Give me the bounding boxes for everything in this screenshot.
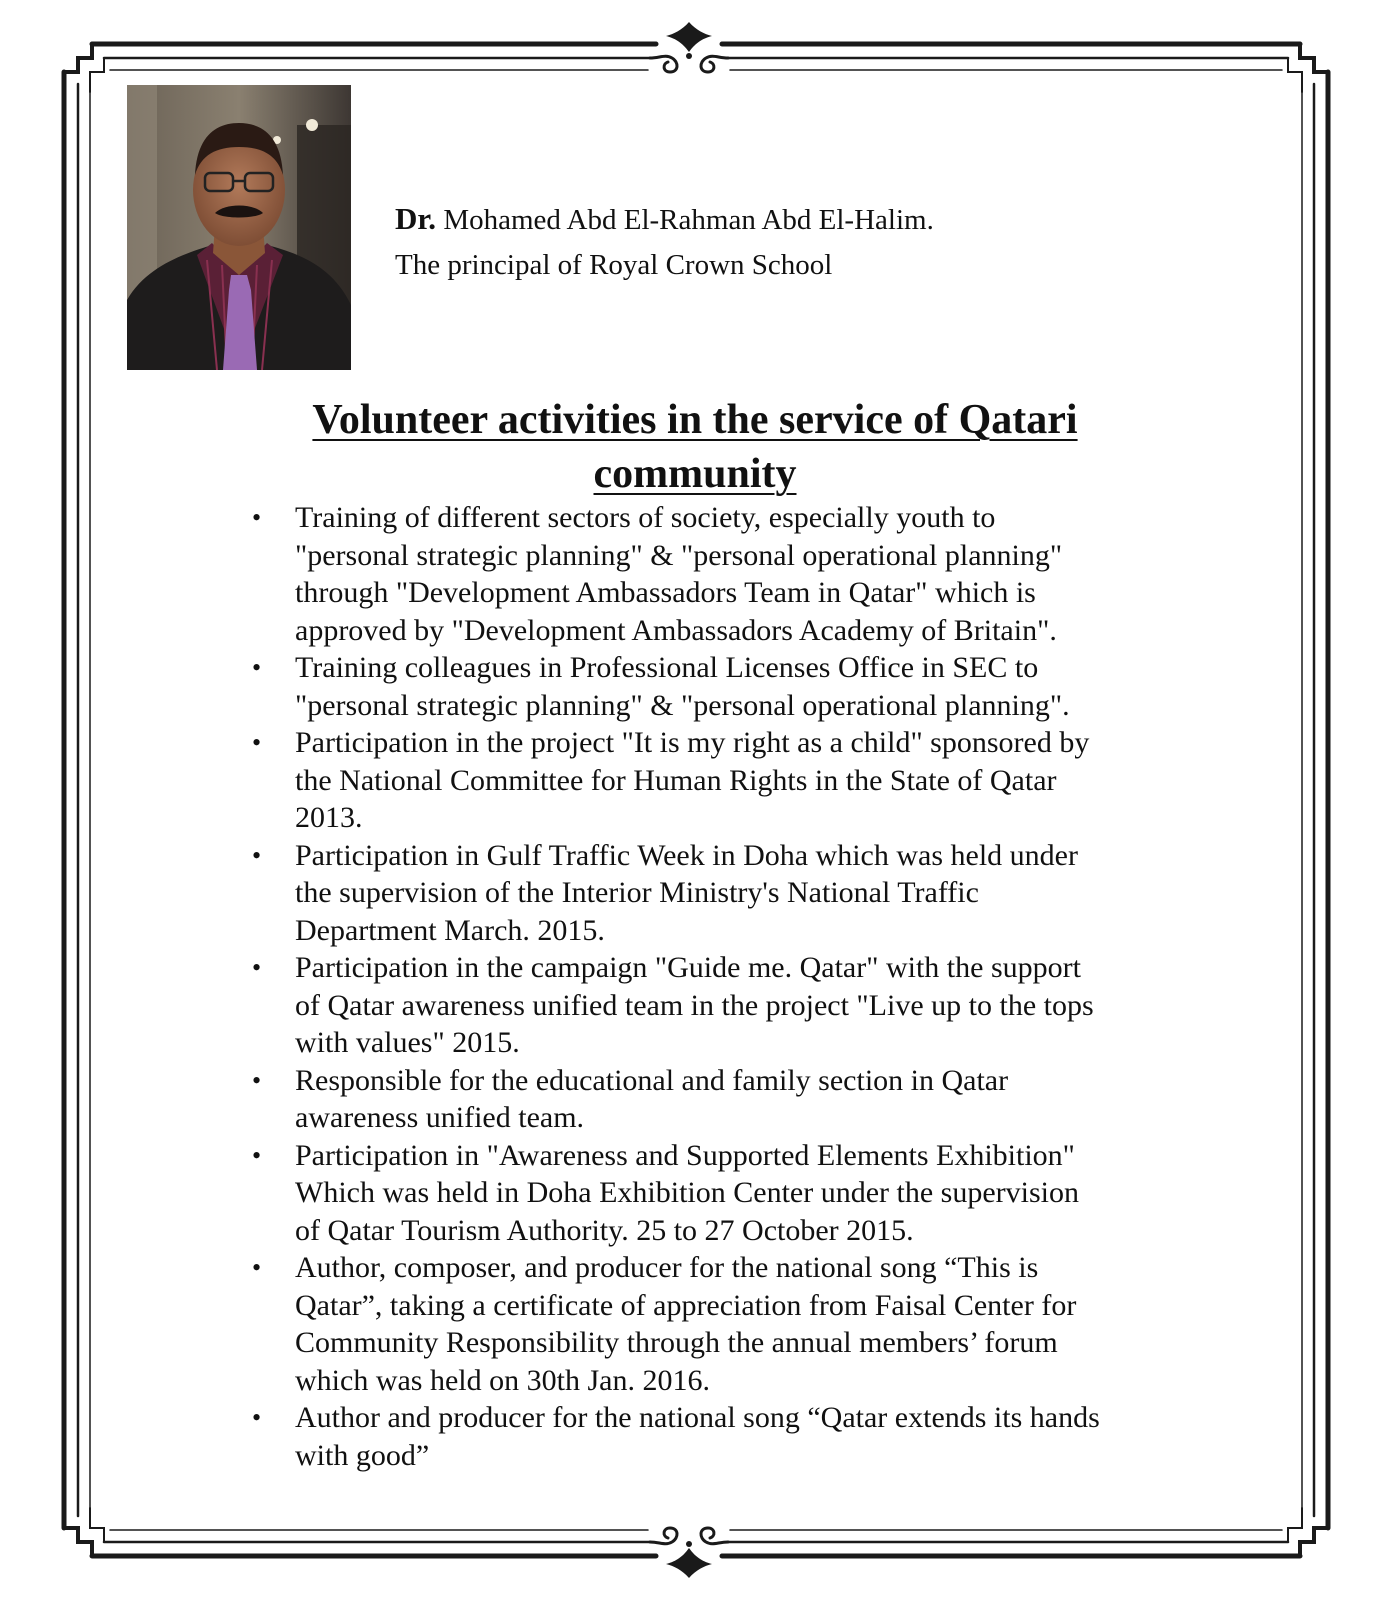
list-item bbox=[252, 1137, 1182, 1250]
bullet-icon: • bbox=[252, 953, 262, 982]
list-item-line: Responsible for the educational and family section in Qatar bbox=[295, 1063, 1009, 1097]
list-item-line: Participation in the campaign "Guide me. Qatar" with the support bbox=[295, 951, 1081, 984]
list-item-line: Training colleagues in Professional Licenses Office in SEC to bbox=[295, 651, 1039, 684]
list-item-line: Participation in the project "It is my right as a child" sponsored by bbox=[295, 726, 1090, 759]
bullet-icon: • bbox=[252, 1253, 262, 1282]
activities-list bbox=[252, 499, 1182, 1474]
list-item bbox=[252, 1062, 1182, 1137]
profile-block bbox=[395, 196, 934, 288]
list-item-line: "personal strategic planning" & "personal operational planning". bbox=[295, 688, 1070, 722]
list-item-line: which was held on 30th Jan. 2016. bbox=[295, 1363, 710, 1397]
list-item-line: the National Committee for Human Rights in the State of Qatar bbox=[295, 763, 1057, 797]
list-item-line: Participation in Gulf Traffic Week in Doha which was held under bbox=[295, 838, 1078, 872]
section-heading bbox=[230, 393, 1160, 501]
bullet-icon: • bbox=[252, 1140, 262, 1170]
list-item bbox=[252, 499, 1182, 649]
list-item-line: Participation in "Awareness and Supported Elements Exhibition" bbox=[295, 1138, 1075, 1172]
bullet-icon: • bbox=[252, 840, 262, 870]
list-item-line: awareness unified team. bbox=[295, 1101, 585, 1134]
list-item-line: Which was held in Doha Exhibition Center under the supervision bbox=[295, 1176, 1079, 1209]
list-item-line: "personal strategic planning" & "personal operational planning" bbox=[295, 538, 1063, 572]
list-item-line: of Qatar awareness unified team in the project "Live up to the tops bbox=[295, 988, 1094, 1022]
list-item-line: Department March. 2015. bbox=[295, 913, 605, 947]
bullet-icon: • bbox=[252, 653, 262, 682]
bullet-icon: • bbox=[252, 503, 262, 532]
list-item-line: with values" 2015. bbox=[295, 1026, 520, 1059]
profile-name-line bbox=[395, 196, 934, 243]
list-item bbox=[252, 1399, 1182, 1474]
list-item bbox=[252, 724, 1182, 837]
list-item bbox=[252, 837, 1182, 950]
profile-title: Dr. bbox=[395, 201, 437, 236]
list-item-line: 2013. bbox=[295, 801, 363, 834]
list-item-line: approved by "Development Ambassadors Academy of Britain". bbox=[295, 613, 1057, 647]
bullet-icon: • bbox=[252, 1065, 262, 1095]
list-item-line: Community Responsibility through the annual members’ forum bbox=[295, 1326, 1058, 1359]
list-item-line: Author and producer for the national song “Qatar extends its hands bbox=[295, 1401, 1100, 1434]
portrait-photo bbox=[127, 85, 351, 370]
bullet-icon: • bbox=[252, 1403, 262, 1432]
profile-role: The principal of Royal Crown School bbox=[395, 249, 833, 281]
list-item-line: through "Development Ambassadors Team in Qatar" which is bbox=[295, 576, 1036, 609]
profile-name: Mohamed Abd El-Rahman Abd El-Halim. bbox=[443, 204, 934, 236]
section-heading-line-2: community bbox=[593, 451, 797, 497]
list-item-line: Author, composer, and producer for the national song “This is bbox=[295, 1251, 1039, 1284]
section-heading-line-1: Volunteer activities in the service of Qatari bbox=[312, 397, 1078, 443]
list-item bbox=[252, 649, 1182, 724]
list-item-line: with good” bbox=[295, 1438, 430, 1472]
list-item-line: the supervision of the Interior Ministry's National Traffic bbox=[295, 876, 979, 909]
list-item-line: of Qatar Tourism Authority. 25 to 27 October 2015. bbox=[295, 1213, 914, 1247]
bullet-icon: • bbox=[252, 728, 262, 757]
list-item-line: Qatar”, taking a certificate of appreciation from Faisal Center for bbox=[295, 1288, 1077, 1322]
list-item bbox=[252, 949, 1182, 1062]
list-item-line: Training of different sectors of society, especially youth to bbox=[295, 501, 996, 534]
list-item bbox=[252, 1249, 1182, 1399]
